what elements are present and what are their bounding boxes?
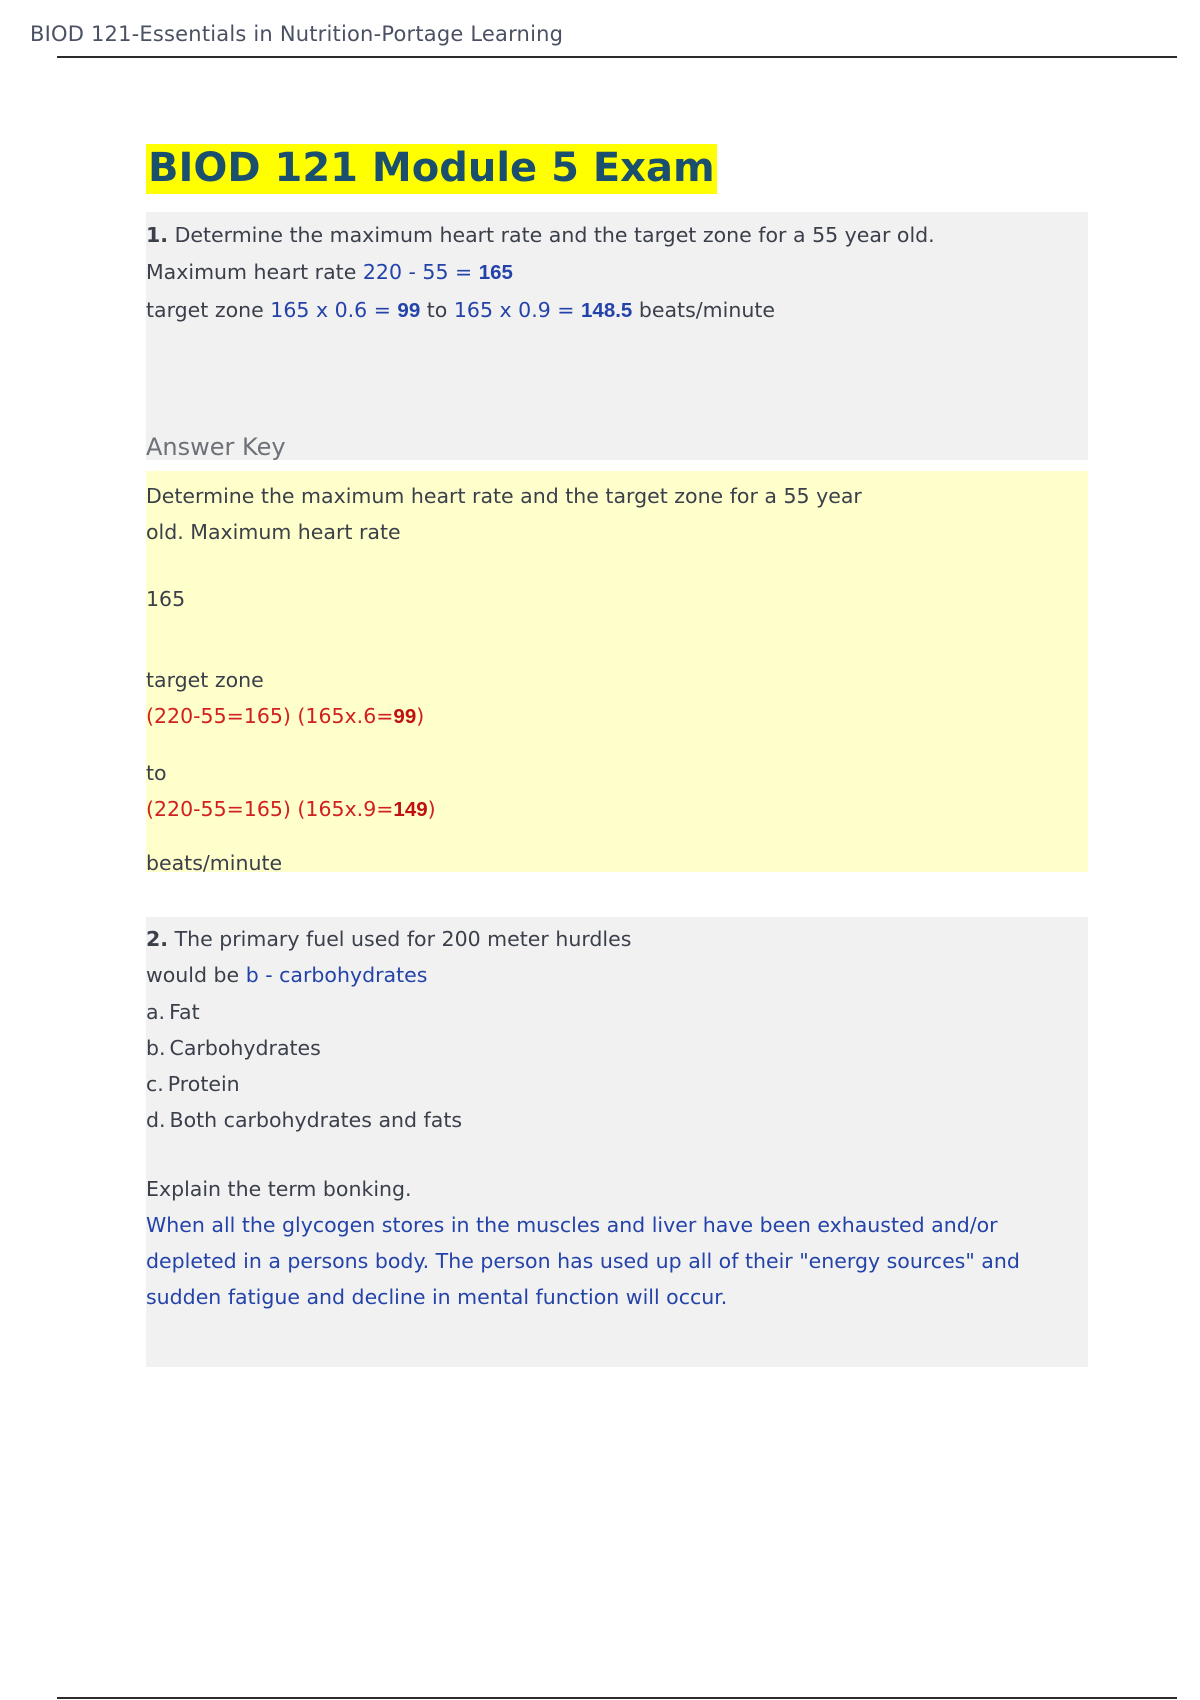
- calc-high-prefix: (220-55=165) (165x.9=: [146, 797, 394, 821]
- exam-title: BIOD 121 Module 5 Exam: [146, 144, 717, 194]
- option-b: [146, 1038, 321, 1059]
- question-1-prompt: [146, 225, 935, 246]
- option-d: [146, 1110, 462, 1131]
- calc-high-result: 149: [393, 798, 428, 821]
- calc-low-result: 99: [393, 705, 417, 728]
- answer-key-max-value: 165: [146, 587, 186, 611]
- answer-key-heading: Answer Key: [146, 433, 286, 461]
- answer-key-zone-label: target zone: [146, 668, 264, 692]
- target-zone-high-expression: 165 x 0.9 =: [453, 298, 575, 322]
- calc-high-suffix: ): [427, 797, 436, 821]
- target-zone-unit: beats/minute: [638, 298, 775, 322]
- option-a: [146, 1002, 200, 1023]
- question-2-number: 2.: [146, 927, 169, 951]
- question-1-max-heart-rate: [146, 262, 513, 284]
- target-zone-high-result: 148.5: [581, 299, 633, 322]
- answer-key-calc-high: [146, 799, 436, 821]
- explain-answer-line-3: sudden fatigue and decline in mental function will occur.: [146, 1285, 728, 1309]
- explain-answer-line-2: depleted in a persons body. The person has used up all of their "energy sources" and: [146, 1249, 1020, 1273]
- calc-low-suffix: ): [416, 704, 425, 728]
- option-a-text: Fat: [169, 1000, 200, 1024]
- answer-lead: would be: [146, 963, 240, 987]
- option-a-letter: a.: [146, 1000, 166, 1024]
- answer-key-calc-low: [146, 706, 424, 728]
- footer-rule: [57, 1697, 1177, 1699]
- answer-value: b - carbohydrates: [245, 963, 428, 987]
- question-1-text: Determine the maximum heart rate and the target zone for a 55 year old.: [174, 223, 935, 247]
- explain-answer-line-1: When all the glycogen stores in the muscles and liver have been exhausted and/or: [146, 1213, 998, 1237]
- option-d-letter: d.: [146, 1108, 166, 1132]
- question-2-answer: [146, 965, 427, 986]
- answer-key-line-2: old. Maximum heart rate: [146, 520, 401, 544]
- max-heart-rate-label: Maximum heart rate: [146, 260, 357, 284]
- question-2-text: The primary fuel used for 200 meter hurdles: [174, 927, 632, 951]
- header-rule: [57, 56, 1177, 58]
- question-1-number: 1.: [146, 223, 169, 247]
- question-1-target-zone: [146, 300, 775, 322]
- option-c-text: Protein: [167, 1072, 240, 1096]
- explain-prompt: Explain the term bonking.: [146, 1177, 412, 1201]
- target-zone-label: target zone: [146, 298, 264, 322]
- max-heart-rate-expression: 220 - 55 =: [362, 260, 473, 284]
- question-2-prompt: [146, 929, 631, 950]
- calc-low-prefix: (220-55=165) (165x.6=: [146, 704, 394, 728]
- target-zone-low-expression: 165 x 0.6 =: [270, 298, 391, 322]
- option-b-text: Carbohydrates: [169, 1036, 321, 1060]
- option-c-letter: c.: [146, 1072, 164, 1096]
- answer-key-line-1: Determine the maximum heart rate and the target zone for a 55 year: [146, 484, 862, 508]
- document-header: BIOD 121-Essentials in Nutrition-Portage Learning: [30, 22, 564, 46]
- question-1-panel: [146, 212, 1088, 460]
- answer-key-to: to: [146, 761, 167, 785]
- answer-key-unit: beats/minute: [146, 851, 283, 875]
- target-zone-to: to: [426, 298, 448, 322]
- option-b-letter: b.: [146, 1036, 166, 1060]
- max-heart-rate-result: 165: [478, 261, 513, 284]
- option-c: [146, 1074, 240, 1095]
- option-d-text: Both carbohydrates and fats: [169, 1108, 463, 1132]
- target-zone-low-result: 99: [397, 299, 421, 322]
